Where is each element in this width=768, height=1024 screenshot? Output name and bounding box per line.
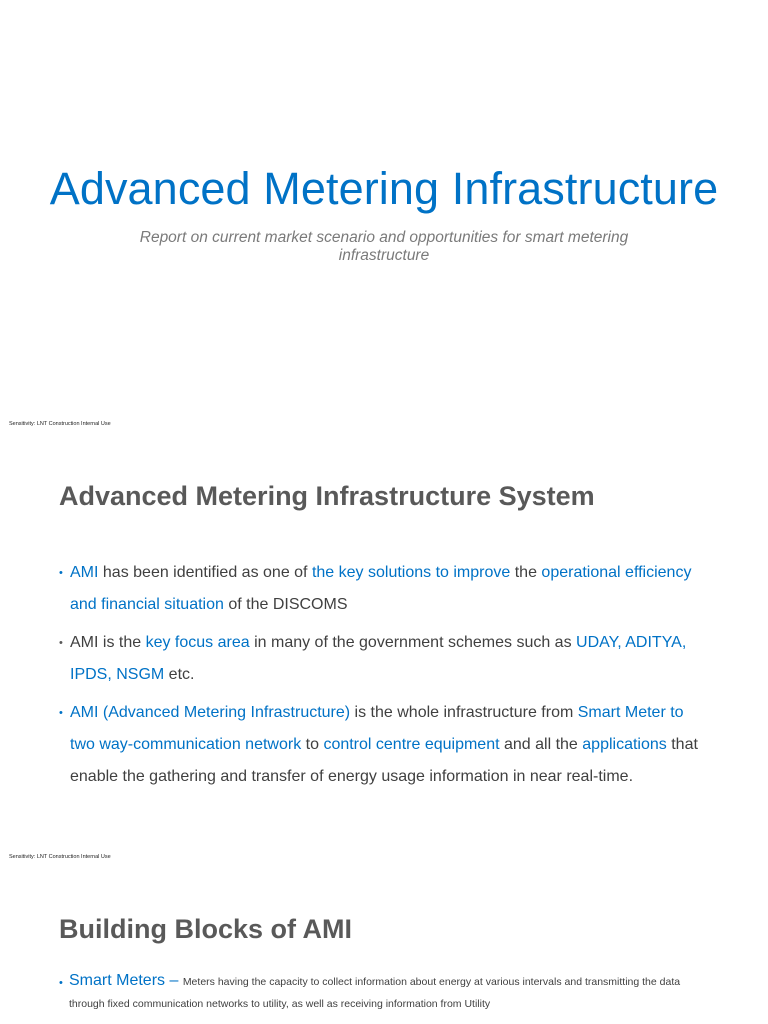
bullet-item [59, 970, 708, 1015]
title-slide [0, 0, 768, 432]
body-text: etc. [164, 666, 195, 683]
body-text: has been identified as one of [98, 564, 312, 581]
highlight-text: Smart Meter to two way-communication network [70, 704, 684, 753]
deck-subtitle: Report on current market scenario and opportunities for smart metering infrastructure [139, 229, 629, 264]
bullet-list [59, 970, 708, 1015]
highlight-text: the key solutions to improve [311, 564, 511, 581]
body-text: to [301, 736, 324, 753]
bullet-dot: • [59, 707, 63, 719]
highlight-text: applications [582, 736, 667, 753]
bullet-text [70, 564, 691, 613]
bullet-text [70, 634, 686, 683]
slide-title: Advanced Metering Infrastructure System [59, 481, 595, 511]
sensitivity-label: Sensitivity: LNT Construction Internal Use [9, 854, 111, 860]
highlight-text: operational efficiency and financial situation [70, 564, 692, 613]
sensitivity-label: Sensitivity: LNT Construction Internal Use [9, 421, 111, 427]
highlight-text: control centre equipment [323, 736, 500, 753]
body-text: of the DISCOMS [223, 596, 348, 613]
body-text: is the whole infrastructure from [350, 704, 578, 721]
term-description: Meters having the capacity to collect information about energy at various intervals and transmitting the data through fixed communication networks to utility, as well as receiving information from Utility [69, 976, 681, 1010]
building-blocks-slide [0, 866, 768, 1024]
deck-title: Advanced Metering Infrastructure [49, 163, 719, 214]
highlight-text: AMI (Advanced Metering Infrastructure) [70, 704, 351, 721]
body-text: the [510, 564, 542, 581]
highlight-text: UDAY, ADITYA, IPDS, NSGM [70, 634, 687, 683]
body-text: that enable the gathering and transfer of energy usage information in near real-time. [70, 736, 698, 785]
bullet-item [59, 557, 708, 621]
term-dash: – [165, 972, 183, 989]
slide-title: Building Blocks of AMI [59, 914, 352, 944]
ami-system-slide [0, 433, 768, 865]
highlight-text: key focus area [145, 634, 250, 651]
bullet-list [59, 557, 708, 799]
bullet-dot: • [59, 977, 63, 989]
bullet-dot: • [59, 637, 63, 649]
bullet-item [59, 627, 708, 691]
body-text: AMI is the [70, 634, 146, 651]
highlight-text: AMI [70, 564, 99, 581]
term-text: Smart Meters [69, 972, 166, 989]
body-text: in many of the government schemes such as [249, 634, 577, 651]
bullet-item [59, 697, 708, 793]
body-text: and all the [499, 736, 583, 753]
bullet-text [70, 704, 698, 785]
bullet-dot: • [59, 567, 63, 579]
